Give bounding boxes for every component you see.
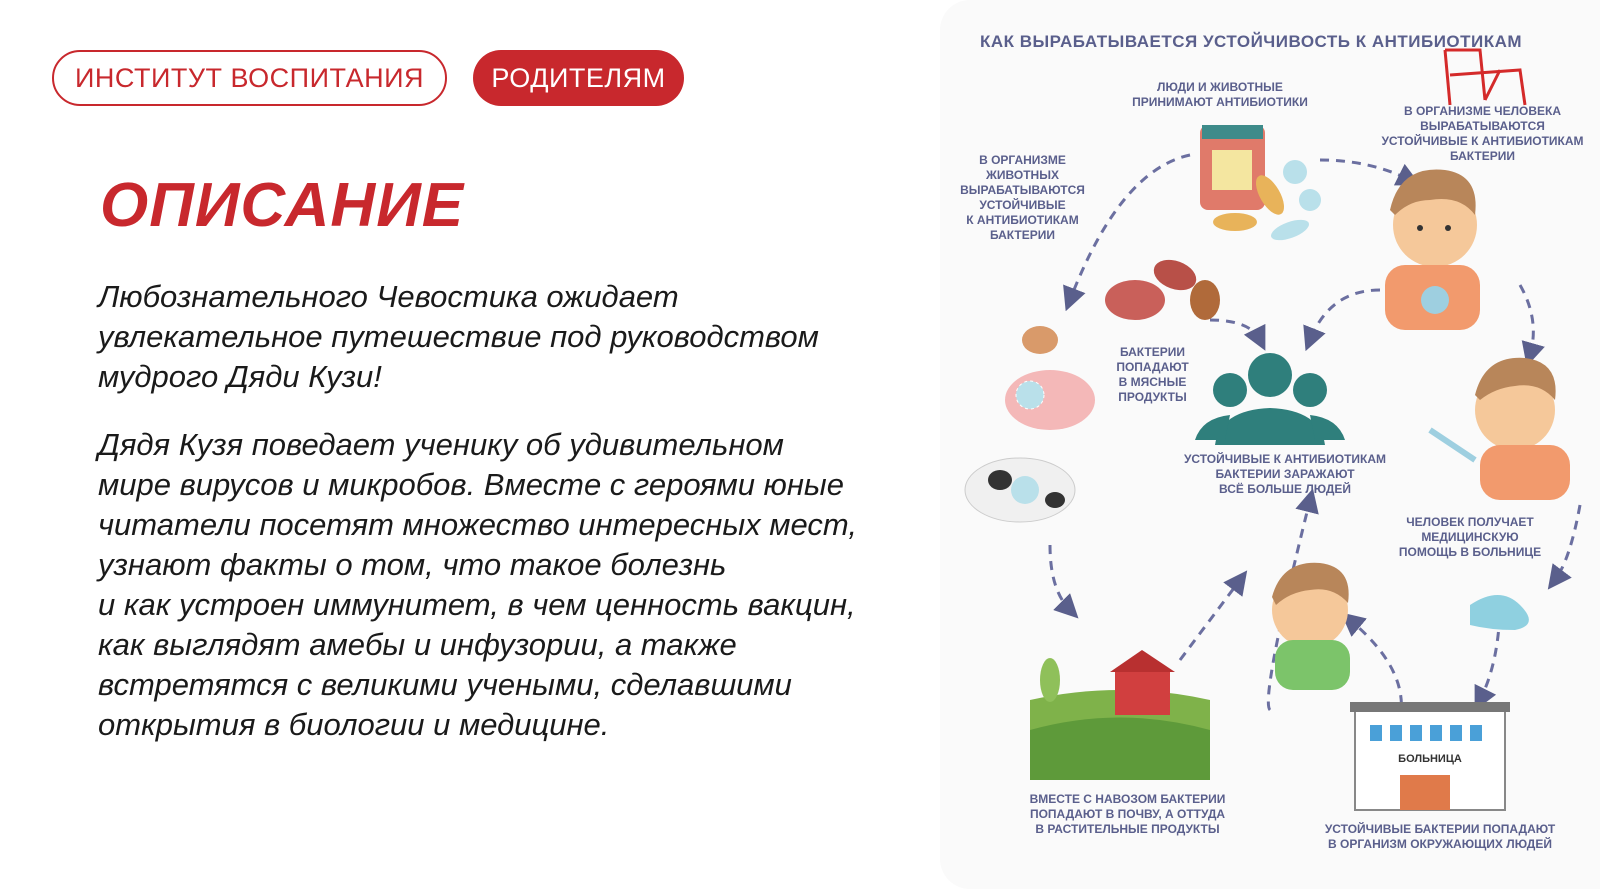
caption-hospital-help: ЧЕЛОВЕК ПОЛУЧАЕТ МЕДИЦИНСКУЮ ПОМОЩЬ В БОЛЬНИЦЕ bbox=[1398, 515, 1542, 559]
description-paragraph-2: Дядя Кузя поведает ученику об удивительном мире вирусов и микробов. Вместе с героями юные читатели посетят множество интересных мест, узнают факты о том, что такое болезнь и как устроен иммунитет, в чем ценность вакцин, как выглядят амебы и инфузории, а также встретятся с великими учеными, сделавшими открытия в биологии и медицине. bbox=[98, 427, 858, 742]
animals-icon bbox=[965, 326, 1095, 522]
caption-soil: ВМЕСТЕ С НАВОЗОМ БАКТЕРИИ ПОПАДАЮТ В ПОЧВУ, А ОТТУДА В РАСТИТЕЛЬНЫЕ ПРОДУКТЫ bbox=[1029, 792, 1226, 836]
parents-button[interactable]: РОДИТЕЛЯМ bbox=[473, 50, 684, 106]
boy-bottom-icon bbox=[1272, 563, 1350, 690]
caption-animal-resistant: В ОРГАНИЗМЕ ЖИВОТНЫХ ВЫРАБАТЫВАЮТСЯ УСТОЙЧИВЫЕ К АНТИБИОТИКАМ БАКТЕРИИ bbox=[960, 153, 1085, 242]
boy-top-icon bbox=[1385, 170, 1480, 331]
caption-human-resistant: В ОРГАНИЗМЕ ЧЕЛОВЕКА ВЫРАБАТЫВАЮТСЯ УСТОЙЧИВЫЕ К АНТИБИОТИКАМ БАКТЕРИИ bbox=[1381, 104, 1584, 163]
hospital-sign: БОЛЬНИЦА bbox=[1398, 753, 1462, 765]
caption-spread: УСТОЙЧИВЫЕ БАКТЕРИИ ПОПАДАЮТ В ОРГАНИЗМ ОКРУЖАЮЩИХ ЛЮДЕЙ bbox=[1324, 822, 1556, 851]
caption-take-antibiotics: ЛЮДИ И ЖИВОТНЫЕ ПРИНИМАЮТ АНТИБИОТИКИ bbox=[1132, 80, 1308, 109]
antibiotic-resistance-infographic bbox=[940, 0, 1600, 889]
red-chair-logo bbox=[1445, 50, 1525, 105]
bacteria-icon bbox=[1470, 595, 1529, 630]
description-paragraph-1: Любознательного Чевостика ожидает увлекательное путешествие под руководством мудрого Дяди Кузи! bbox=[98, 279, 819, 394]
caption-meat-products: БАКТЕРИИ ПОПАДАЮТ В МЯСНЫЕ ПРОДУКТЫ bbox=[1116, 345, 1189, 404]
page-title: ОПИСАНИЕ bbox=[100, 171, 465, 240]
boy-right-icon bbox=[1430, 358, 1570, 500]
infographic-title: КАК ВЫРАБАТЫВАЕТСЯ УСТОЙЧИВОСТЬ К АНТИБИОТИКАМ bbox=[980, 32, 1523, 51]
caption-infect-people: УСТОЙЧИВЫЕ К АНТИБИОТИКАМ БАКТЕРИИ ЗАРАЖАЮТ ВСЁ БОЛЬШЕ ЛЮДЕЙ bbox=[1183, 452, 1387, 496]
people-group-icon bbox=[1195, 353, 1345, 445]
meat-icon bbox=[1105, 254, 1220, 320]
farm-icon bbox=[1030, 650, 1210, 780]
pills-jar-icon bbox=[1200, 125, 1321, 244]
institute-button[interactable]: ИНСТИТУТ ВОСПИТАНИЯ bbox=[52, 50, 447, 106]
